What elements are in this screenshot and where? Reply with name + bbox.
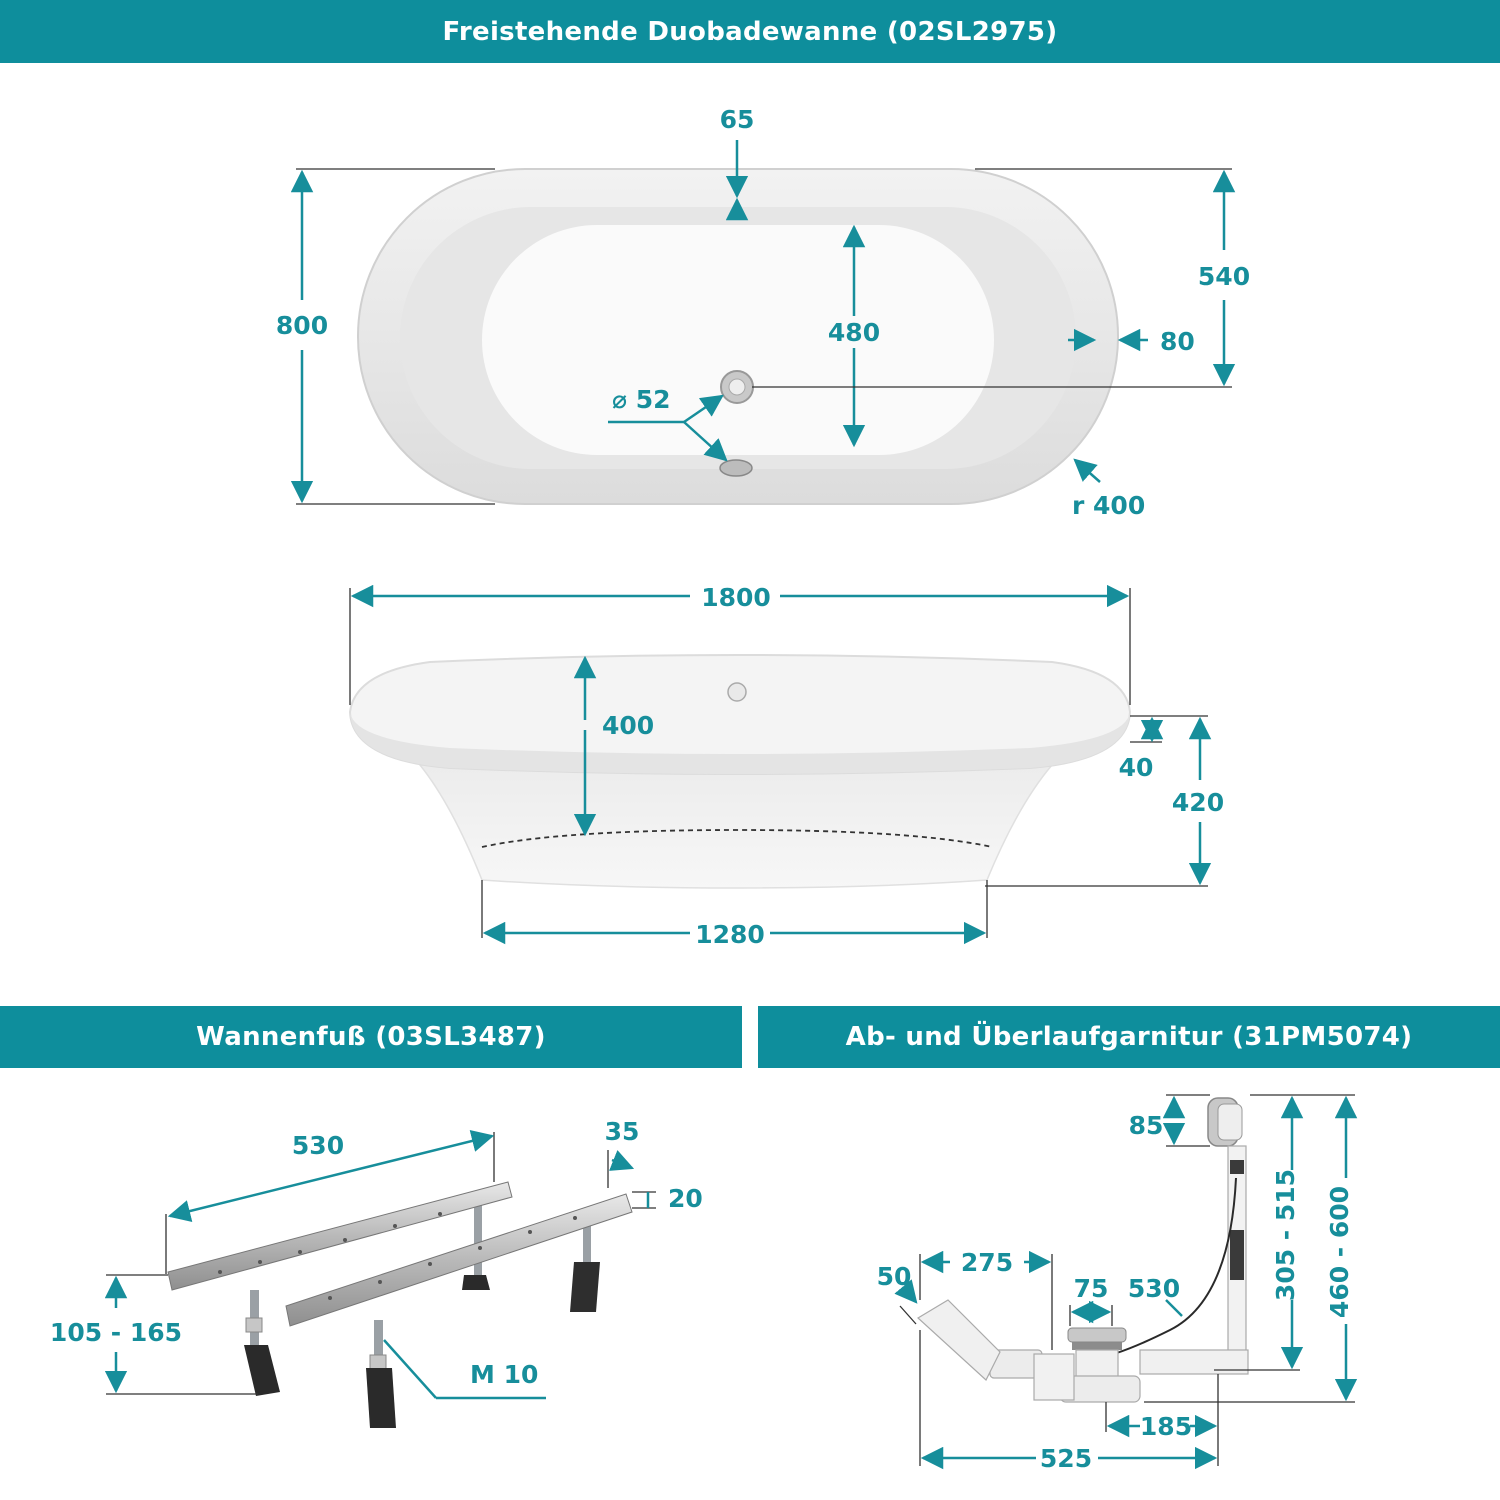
foot-icon	[570, 1262, 600, 1312]
dim-waste-diameter: 75	[1073, 1274, 1109, 1303]
tub-inner-floor	[482, 225, 994, 455]
dim-drain-diameter: ⌀ 52	[612, 385, 671, 414]
dim-thread: M 10	[470, 1360, 539, 1389]
tub-foot-drawing	[168, 1182, 632, 1428]
header-band-bathtub: Freistehende Duobadewanne (02SL2975)	[0, 0, 1500, 63]
dim-overflow-height: 85	[1128, 1111, 1164, 1140]
dim-rail-height: 20	[668, 1184, 703, 1213]
dim-outlet-diameter: 50	[876, 1262, 912, 1291]
dim-inner-depth: 400	[602, 711, 655, 740]
dim-rail-length: 530	[291, 1131, 345, 1160]
dim-rail-width: 35	[604, 1117, 640, 1146]
foot-icon	[462, 1275, 490, 1290]
dim-radius: r 400	[1072, 491, 1146, 520]
tub-side-view	[350, 655, 1130, 888]
foot-icon	[366, 1368, 396, 1428]
dim-length: 1800	[701, 583, 771, 612]
dim-range-2: 460 - 600	[1325, 1185, 1354, 1319]
overflow-icon	[720, 460, 752, 476]
dim-inner-width: 480	[827, 318, 881, 347]
drain-dimensions	[877, 1095, 1355, 1473]
dim-rim-width: 65	[719, 105, 755, 134]
header-band-drain-set: Ab- und Überlaufgarnitur (31PM5074)	[758, 1006, 1500, 1068]
dim-width: 800	[275, 311, 329, 340]
header-band-tub-foot: Wannenfuß (03SL3487)	[0, 1006, 742, 1068]
dim-height: 420	[1171, 788, 1225, 817]
dim-total-length: 525	[1039, 1444, 1093, 1473]
dim-rim-end: 80	[1160, 327, 1195, 356]
dim-rim-thickness: 40	[1118, 753, 1154, 782]
dim-range-1: 305 - 515	[1271, 1168, 1300, 1302]
overflow-hole-icon	[728, 683, 746, 701]
dim-outlet-length: 275	[960, 1248, 1014, 1277]
dim-height-range: 105 - 165	[49, 1318, 183, 1347]
outlet-pipe	[918, 1300, 1000, 1380]
foot-icon	[244, 1345, 280, 1396]
dim-drain-to-end: 540	[1197, 262, 1251, 291]
tub-body	[420, 765, 1052, 888]
waste-icon	[1068, 1328, 1126, 1342]
dim-base-length: 1280	[695, 920, 765, 949]
dim-inner-span: 185	[1139, 1412, 1193, 1441]
dim-cable-length: 530	[1127, 1274, 1181, 1303]
